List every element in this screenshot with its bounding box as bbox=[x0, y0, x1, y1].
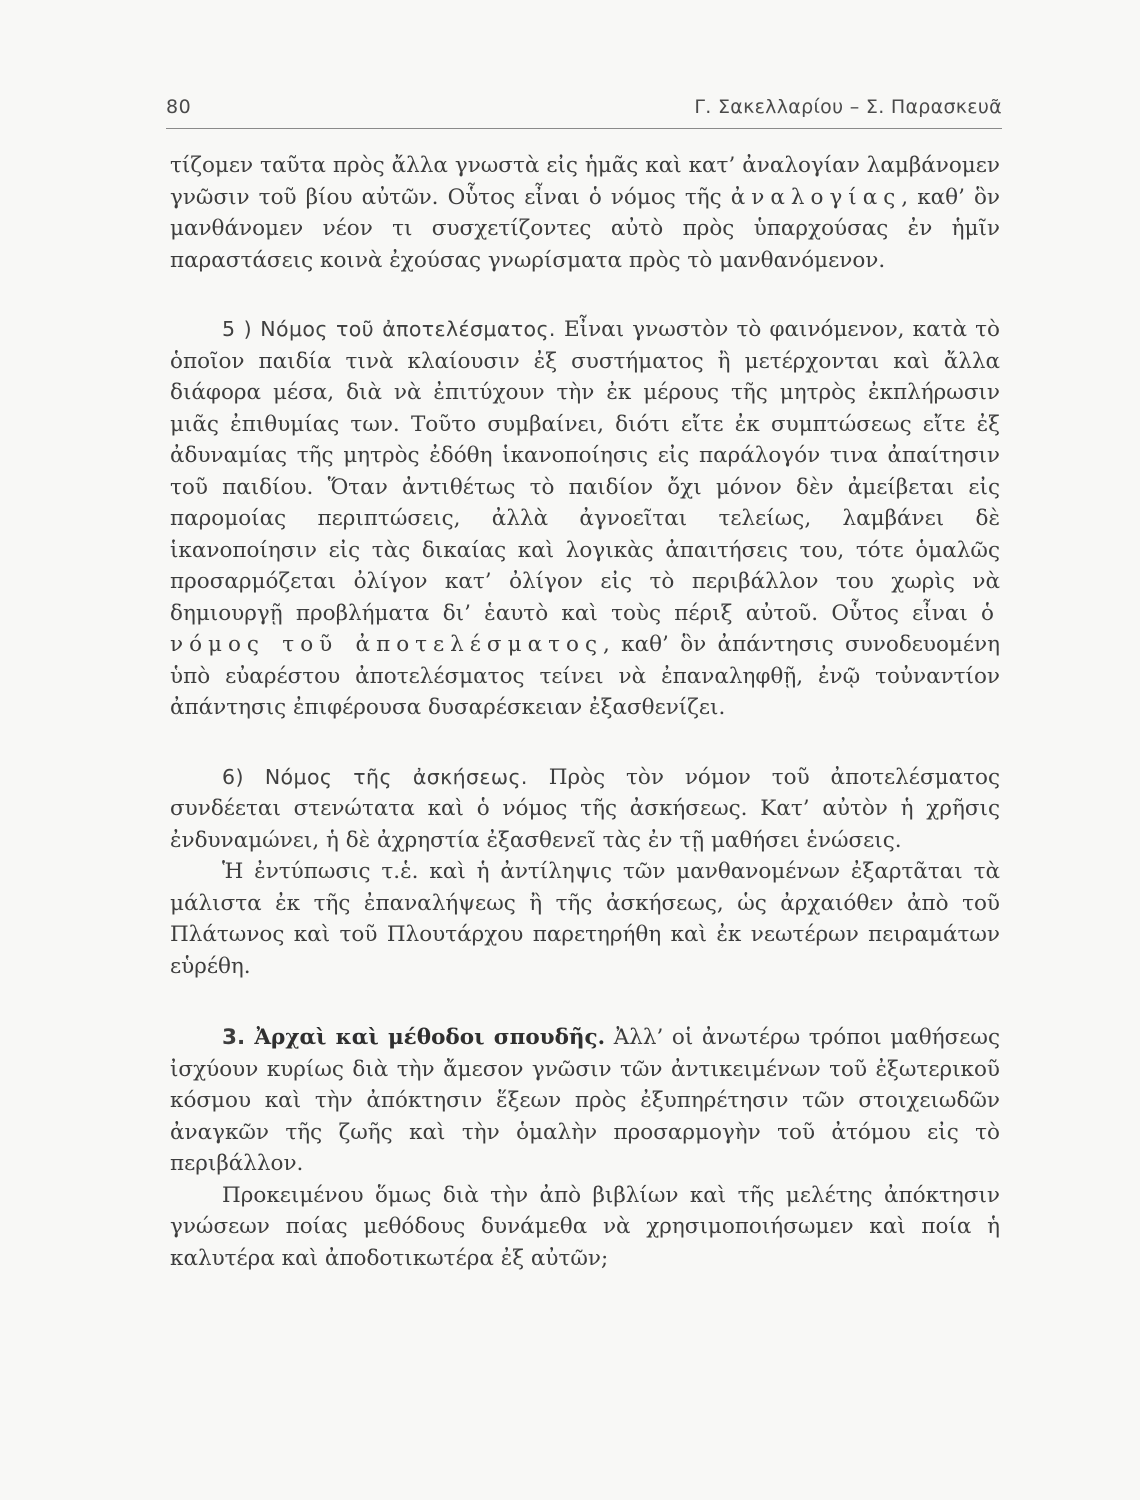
page-number: 80 bbox=[166, 96, 192, 118]
paragraph-study-principles bbox=[170, 1022, 1000, 1180]
paragraph-text: Εἶναι γνωστὸν τὸ φαινόμενον, κατὰ τὸ ὁποῖον παιδία τινὰ κλαίουσιν ἐξ συστήματος ἢ μετέρχονται καὶ ἄλλα διάφορα μέσα, διὰ νὰ ἐπιτύχουν τὴν ἐκ μέρους τῆς μητρὸς ἐκπλήρωσιν μιᾶς ἐπιθυμίας των. Τοῦτο συμβαίνει, διότι εἴτε ἐκ συμπτώσεως εἴτε ἐξ ἀδυναμίας τῆς μητρὸς ἐδόθη ἱκανοποίησις εἰς παράλογόν τινα ἀπαίτησιν τοῦ παιδίου. Ὅταν ἀντιθέτως τὸ παιδίον ὄχι μόνον δὲν ἀμείβεται εἰς παρομοίας περιπτώσεις, ἀλλὰ ἀγνοεῖται τελείως, λαμβάνει δὲ ἱκανοποίησιν εἰς τὰς δικαίας καὶ λογικὰς ἀπαιτήσεις του, τότε ὁμαλῶς προσαρμόζεται ὀλίγον κατ’ ὀλίγον εἰς τὸ περιβάλλον του χωρὶς νὰ δημιουργῇ προβλήματα δι’ ἑαυτὸ καὶ τοὺς πέριξ αὐτοῦ. Οὗτος εἶναι bbox=[170, 317, 1000, 626]
emphasized-term: ἀναλογίας bbox=[730, 184, 902, 210]
paragraph-analogy-law bbox=[170, 150, 1000, 276]
section-heading: Ἀρχαὶ καὶ μέθοδοι σπουδῆς. bbox=[245, 1025, 606, 1050]
header-rule bbox=[166, 128, 1002, 129]
law-heading: 6) Νόμος τῆς ἀσκήσεως. bbox=[222, 764, 528, 789]
paragraph-text: τίζομεν ταῦτα πρὸς ἄλλα γνωστὰ εἰς ἡμᾶς καὶ κατ’ ἀναλογίαν λαμβάνομεν γνῶσιν τοῦ βίου αὐτῶν. Οὗτος εἶναι ὁ νόμος τῆς bbox=[170, 153, 1000, 210]
paragraph-text: , καθ’ ὃν μανθάνομεν νέον τι συσχετίζοντες αὐτὸ πρὸς ὑπαρχούσας ἐν ἡμῖν παραστάσεις κοινὰ ἐχούσας γνωρίσματα πρὸς τὸ μανθανόμενον. bbox=[170, 184, 1000, 273]
paragraph-text: Ἡ ἐντύπωσις τ.ἑ. καὶ ἡ ἀντίληψις τῶν μανθανομένων ἐξαρτᾶται τὰ μάλιστα ἐκ τῆς ἐπαναλήψεως ἢ τῆς ἀσκήσεως, ὡς ἀρχαιόθεν ἀπὸ τοῦ Πλάτωνος καὶ τοῦ Πλουτάρχου παρετηρήθη καὶ ἐκ νεωτέρων πειραμάτων εὑρέθη. bbox=[170, 859, 1000, 979]
law-heading: 5 ) Νόμος τοῦ ἀποτελέσματος. bbox=[222, 317, 556, 341]
paragraph-effect-law bbox=[170, 314, 1000, 724]
body-text bbox=[170, 150, 1000, 1274]
paragraph-text: Ἀλλ’ οἱ ἀνωτέρω τρόποι μαθήσεως ἰσχύουν κυρίως διὰ τὴν ἄμεσον γνῶσιν τῶν ἀντικειμένων τοῦ ἐξωτερικοῦ κόσμου καὶ τὴν ἀπόκτησιν ἕξεων πρὸς ἐξυπηρέτησιν τῶν στοιχειωδῶν ἀναγκῶν τῆς ζωῆς καὶ τὴν ὁμαλὴν προσαρμογὴν τοῦ ἀτόμου εἰς τὸ περιβάλλον. bbox=[170, 1025, 1001, 1176]
paragraph-impression bbox=[170, 856, 1000, 982]
emphasized-term: ὁ νόμος τοῦ ἀποτελέσματος bbox=[170, 600, 1000, 657]
paragraph-text: , καθ’ ὃν ἀπάντησις συνοδευομένη ὑπὸ εὐαρέστου ἀποτελέσματος τείνει νὰ ἐπαναληφθῇ, ἐνῷ τοὐναντίον ἀπάντησις ἐπιφέρουσα δυσαρέσκειαν ἐξασθενίζει. bbox=[170, 632, 1000, 720]
paragraph-methods-question bbox=[170, 1180, 1000, 1275]
running-header bbox=[166, 96, 1002, 126]
running-title: Γ. Σακελλαρίου – Σ. Παρασκευᾶ bbox=[694, 96, 1002, 118]
paragraph-text: Προκειμένου ὅμως διὰ τὴν ἀπὸ βιβλίων καὶ τῆς μελέτης ἀπόκτησιν γνώσεων ποίας μεθόδους δυνάμεθα νὰ χρησιμοποιήσωμεν καὶ ποία ἡ καλυτέρα καὶ ἀποδοτικωτέρα ἐξ αὐτῶν; bbox=[170, 1182, 1000, 1271]
paragraph-text: Πρὸς τὸν νόμον τοῦ ἀποτελέσματος συνδέεται στενώτατα καὶ ὁ νόμος τῆς ἀσκήσεως. Κατ’ αὐτὸν ἡ χρῆσις ἐνδυναμώνει, ἡ δὲ ἀχρηστία ἐξασθενεῖ τὰς ἐν τῇ μαθήσει ἑνώσεις. bbox=[170, 764, 1000, 853]
section-number: 3. bbox=[222, 1025, 246, 1050]
paragraph-exercise-law bbox=[170, 762, 1000, 857]
